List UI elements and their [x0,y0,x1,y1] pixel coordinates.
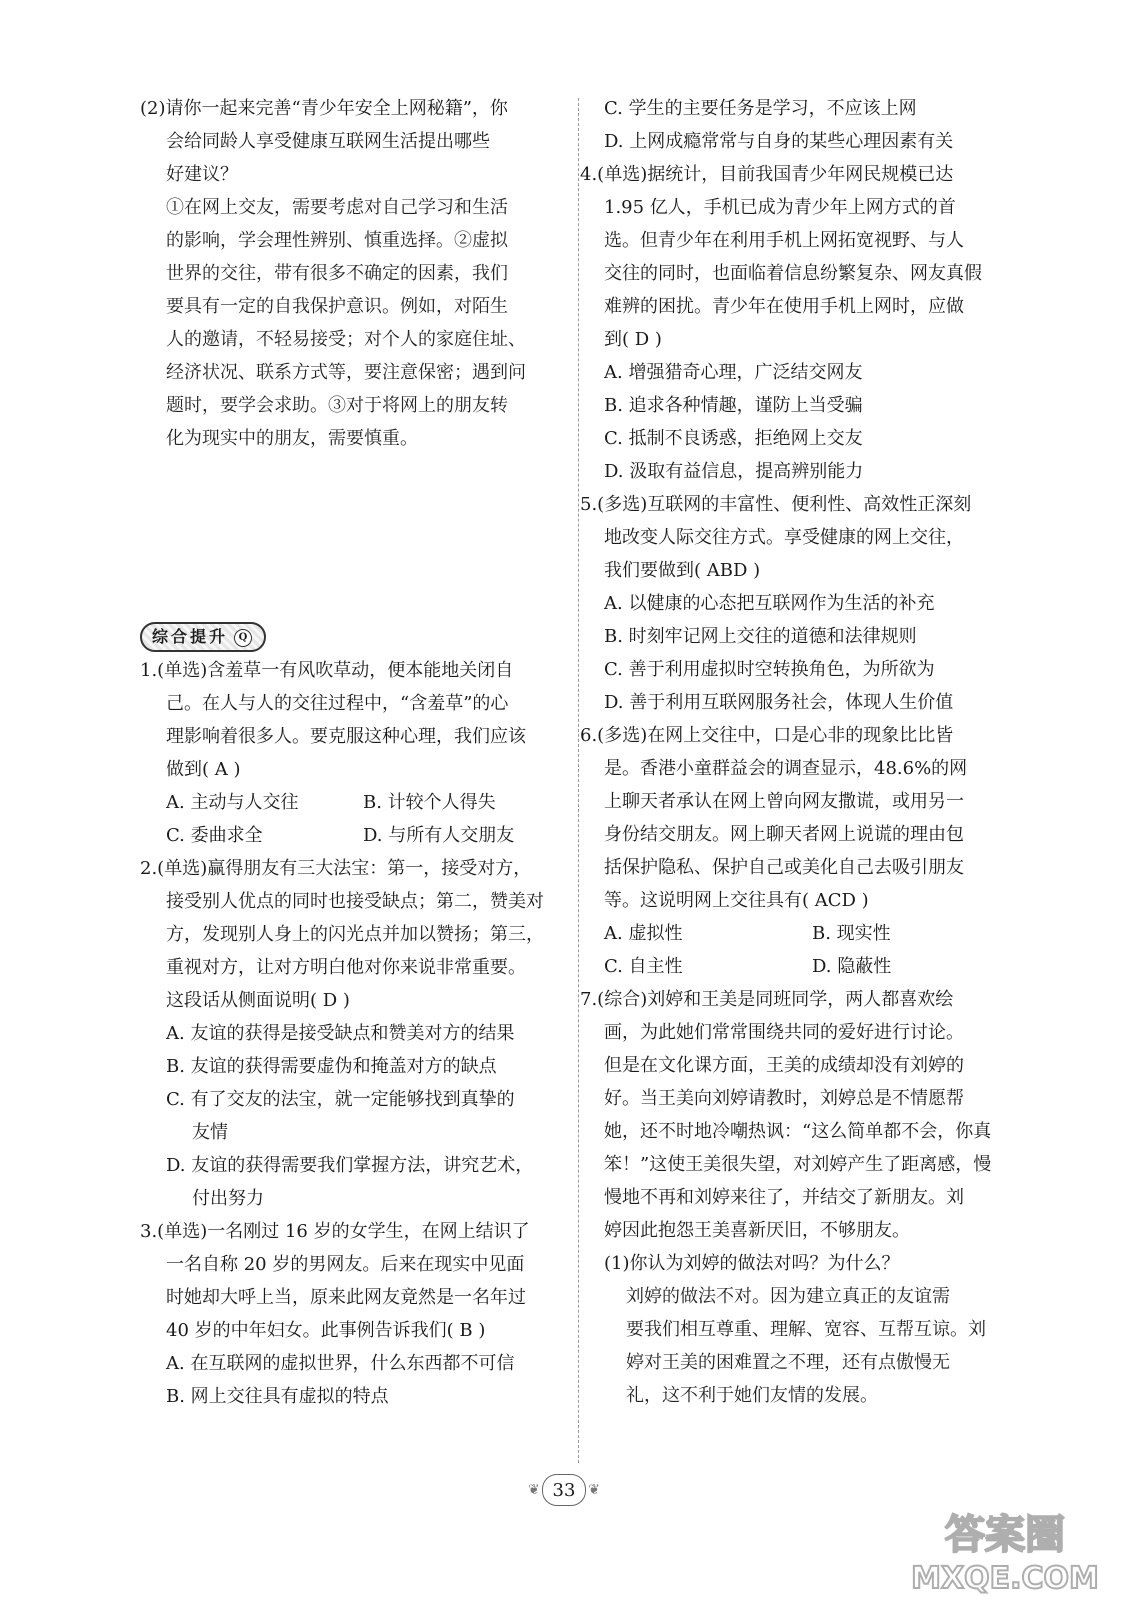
option-row [140,819,560,852]
answer-line: 刘婷的做法不对。因为建立真正的友谊需 [626,1286,950,1307]
question-line: 1.(单选)含羞草一有风吹草动，便本能地关闭自 [140,660,514,681]
option: D. 汲取有益信息，提高辨别能力 [604,461,864,482]
question-4 [580,158,1020,488]
question-line: 到( D ) [604,329,662,350]
question-line: 会给同龄人享受健康互联网生活提出哪些 [166,131,490,152]
option-row [600,950,1020,983]
option-row [140,786,560,819]
question-line: 7.(综合)刘婷和王美是同班同学，两人都喜欢绘 [580,989,954,1010]
question-line: 我们要做到( ABD ) [604,560,761,581]
question-line: 笨！”这使王美很失望，对刘婷产生了距离感，慢 [604,1154,992,1175]
question-2-prompt [140,92,560,191]
answer-line: 化为现实中的朋友，需要慎重。 [166,428,418,449]
option: D. 与所有人交朋友 [363,825,515,846]
answer-line: 人的邀请，不轻易接受；对个人的家庭住址、 [166,329,526,350]
answer-line: 经济状况、联系方式等，要注意保密；遇到问 [166,362,526,383]
question-line: 她，还不时地冷嘲热讽：“这么简单都不会，你真 [604,1121,992,1142]
question-line: 慢地不再和刘婷来往了，并结交了新朋友。刘 [604,1187,964,1208]
question-line: 理影响着很多人。要克服这种心理，我们应该 [166,726,526,747]
question-line: 重视对方，让对方明白他对你来说非常重要。 [166,957,526,978]
question-line: 40 岁的中年妇女。此事例告诉我们( B ) [166,1320,486,1341]
question-1 [140,654,560,852]
watermark-text: 答案圈 [945,1512,1065,1558]
option: B. 时刻牢记网上交往的道德和法律规则 [604,626,917,647]
question-line: 是。香港小童群益会的调查显示，48.6%的网 [604,758,968,779]
question-line: 5.(多选)互联网的丰富性、便利性、高效性正深刻 [580,494,972,515]
question-line: 婷因此抱怨王美喜新厌旧，不够朋友。 [604,1220,910,1241]
option: A. 虚拟性 [604,923,683,944]
option: D. 上网成瘾常常与自身的某些心理因素有关 [604,131,954,152]
question-line: 4.(单选)据统计，目前我国青少年网民规模已达 [580,164,954,185]
question-6 [580,719,1020,983]
section-title: 综合提升 [152,627,229,646]
watermark-url: MXQE.COM [911,1561,1099,1595]
option: A. 主动与人交往 [166,792,299,813]
question-3 [140,1215,560,1413]
question-2b [140,852,560,1215]
question-line: 身份结交朋友。网上聊天者网上说谎的理由包 [604,824,964,845]
question-line: 地改变人际交往方式。享受健康的网上交往， [604,527,964,548]
option: A. 以健康的心态把互联网作为生活的补充 [604,593,935,614]
question-7 [580,983,1020,1412]
question-line: 3.(单选)一名刚过 16 岁的女学生，在网上结识了 [140,1221,530,1242]
option: B. 现实性 [812,923,891,944]
right-ornament-icon: ❦ [588,1482,600,1498]
question-line: 方，发现别人身上的闪光点并加以赞扬；第三， [166,924,544,945]
question-line: 接受别人优点的同时也接受缺点；第二，赞美对 [166,891,544,912]
question-5 [580,488,1020,719]
option: C. 善于利用虚拟时空转换角色，为所欲为 [604,659,935,680]
answer-line: 要我们相互尊重、理解、宽容、互帮互谅。刘 [626,1319,986,1340]
question-line: 一名自称 20 岁的男网友。后来在现实中见面 [166,1254,525,1275]
question-line: 交往的同时，也面临着信息纷繁复杂、网友真假 [604,263,982,284]
option: C. 抵制不良诱惑，拒绝网上交友 [604,428,863,449]
question-line: 选。但青少年在利用手机上网拓宽视野、与人 [604,230,964,251]
option-row [600,917,1020,950]
question-line: 做到( A ) [166,759,241,780]
question-line: 画，为此她们常常围绕共同的爱好进行讨论。 [604,1022,964,1043]
option: D. 善于利用互联网服务社会，体现人生价值 [604,692,954,713]
option: A. 增强猎奇心理，广泛结交网友 [604,362,863,383]
option: B. 追求各种情趣，谨防上当受骗 [604,395,863,416]
watermark-logo [880,1500,1130,1595]
answer-line: ①在网上交友，需要考虑对自己学习和生活 [166,197,508,218]
option: B. 计较个人得失 [363,792,496,813]
answer-line: 礼，这不利于她们友情的发展。 [626,1385,878,1406]
question-line: 等。这说明网上交往具有( ACD ) [604,890,869,911]
option: A. 在互联网的虚拟世界，什么东西都不可信 [166,1353,515,1374]
answer-line: 要具有一定的自我保护意识。例如，对陌生 [166,296,508,317]
option: C. 自主性 [604,956,683,977]
question-line: 1.95 亿人，手机已成为青少年上网方式的首 [604,197,956,218]
question-line: 好建议？ [166,164,238,185]
option: D. 友谊的获得需要我们掌握方法，讲究艺术， [166,1155,534,1176]
option: C. 学生的主要任务是学习，不应该上网 [604,98,917,119]
option-continuation: 友情 [192,1122,228,1143]
question-line: 但是在文化课方面，王美的成绩却没有刘婷的 [604,1055,964,1076]
answer-line: 题时，要学会求助。③对于将网上的朋友转 [166,395,508,416]
option: D. 隐蔽性 [812,956,892,977]
page-number-badge [526,1468,602,1512]
question-line: 难辨的困扰。青少年在使用手机上网时，应做 [604,296,964,317]
question-2-answer [140,191,560,455]
question-line: 括保护隐私、保护自己或美化自己去吸引朋友 [604,857,964,878]
question-line: (2)请你一起来完善“青少年安全上网秘籍”，你 [140,98,508,119]
magnifier-icon: Q [234,629,252,647]
option: C. 委曲求全 [166,825,263,846]
page-number: 33 [542,1474,587,1506]
option: A. 友谊的获得是接受缺点和赞美对方的结果 [166,1023,515,1044]
blank-space [140,455,560,618]
question-3-continued [600,92,1020,158]
question-line: 上聊天者承认在网上曾向网友撒谎，或用另一 [604,791,964,812]
answer-line: 世界的交往，带有很多不确定的因素，我们 [166,263,508,284]
question-line: 时她却大呼上当，原来此网友竟然是一名年过 [166,1287,526,1308]
option: B. 友谊的获得需要虚伪和掩盖对方的缺点 [166,1056,497,1077]
question-line: 2.(单选)赢得朋友有三大法宝：第一，接受对方， [140,858,532,879]
answer-line: 的影响，学会理性辨别、慎重选择。②虚拟 [166,230,508,251]
option: B. 网上交往具有虚拟的特点 [166,1386,389,1407]
question-line: 己。在人与人的交往过程中，“含羞草”的心 [166,693,509,714]
right-column [580,92,1020,1412]
question-line: 6.(多选)在网上交往中，口是心非的现象比比皆 [580,725,954,746]
column-divider [578,98,579,1463]
left-ornament-icon: ❦ [528,1482,540,1498]
left-column [140,92,560,1413]
option-continuation: 付出努力 [192,1188,264,1209]
answer-line: 婷对王美的困难置之不理，还有点傲慢无 [626,1352,950,1373]
option: C. 有了交友的法宝，就一定能够找到真挚的 [166,1089,515,1110]
question-line: 好。当王美向刘婷请教时，刘婷总是不情愿帮 [604,1088,964,1109]
question-line: 这段话从侧面说明( D ) [166,990,350,1011]
section-banner [140,622,266,652]
sub-question: (1)你认为刘婷的做法对吗？为什么？ [604,1253,900,1274]
